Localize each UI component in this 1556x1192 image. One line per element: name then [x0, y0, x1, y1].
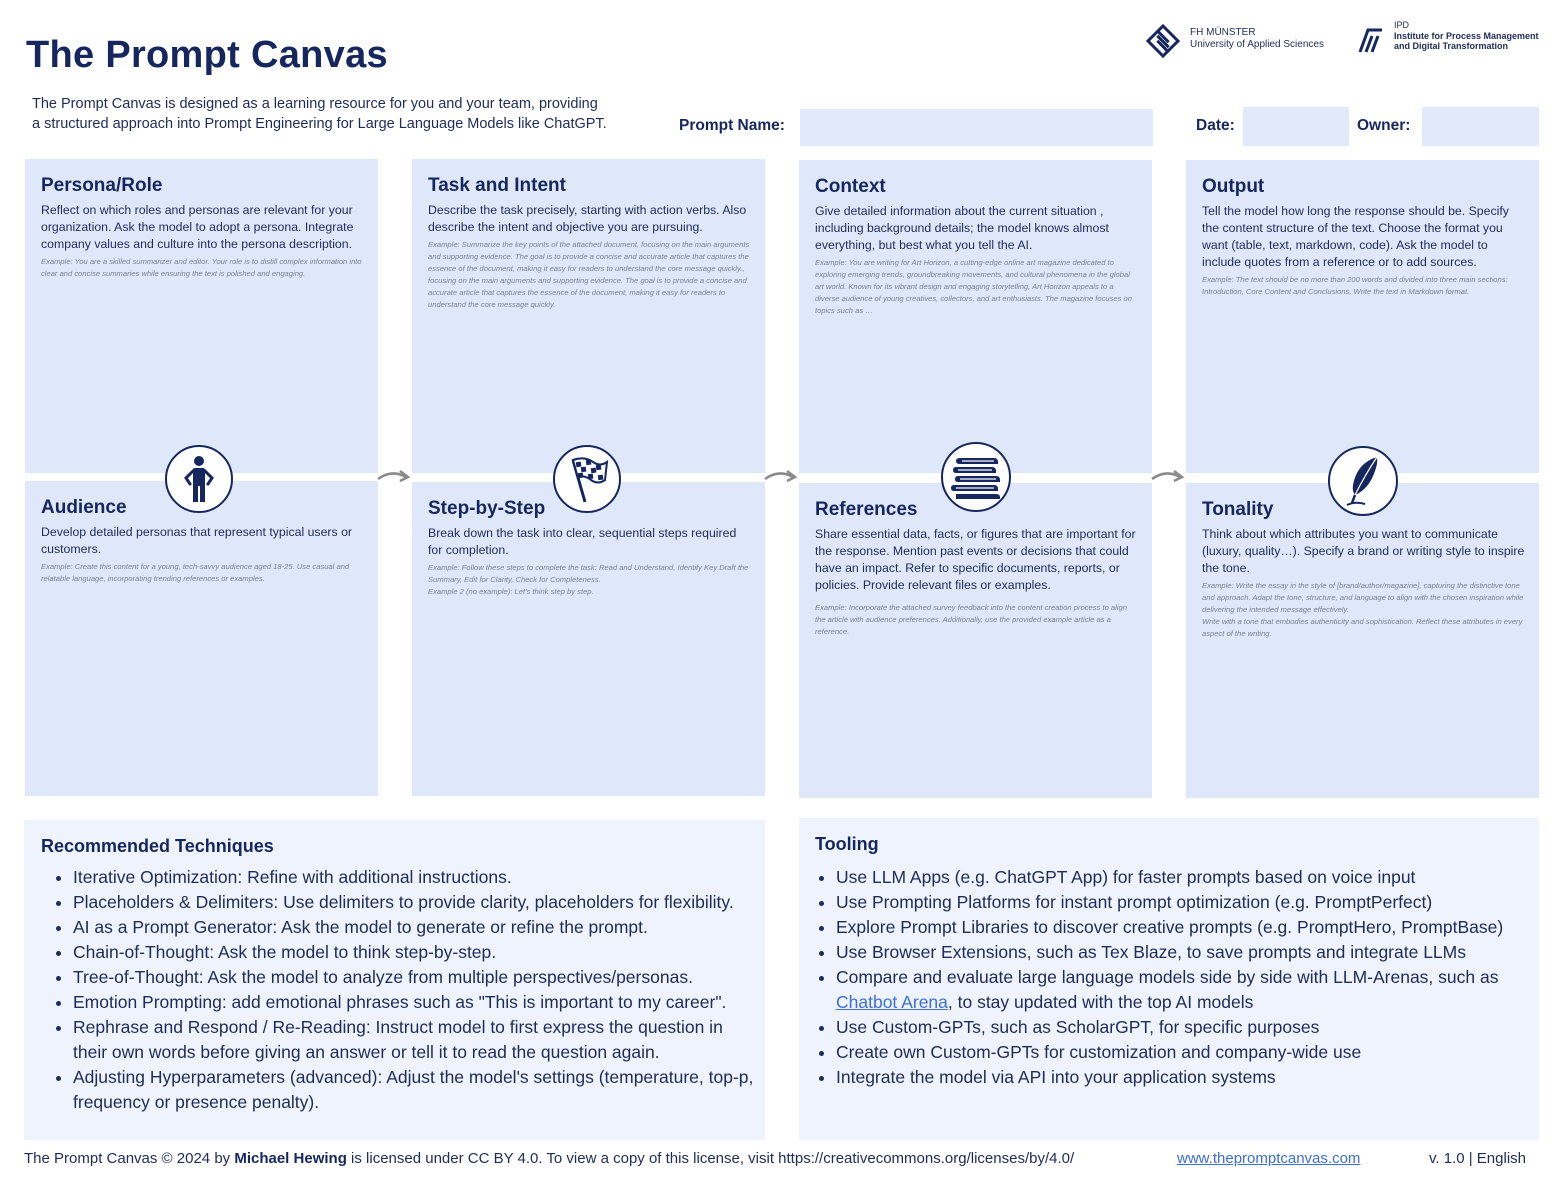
website-link[interactable]: www.thepromptcanvas.com	[1177, 1150, 1361, 1167]
technique-item: • Iterative Optimization: Refine with additional instructions.	[73, 865, 755, 890]
technique-item: • Emotion Prompting: add emotional phrases such as "This is important to my career".	[73, 990, 755, 1015]
task-intent-title: Task and Intent	[428, 175, 566, 196]
audience-example: Example: Create this content for a young, tech-savvy audience aged 18-25. Use casual and relatable language, incorporating trending references or examples.	[41, 562, 350, 583]
techniques-list	[41, 865, 755, 1115]
step-by-step-desc: Break down the task into clear, sequential steps required for completion.	[428, 526, 737, 557]
persona-icon-circle	[165, 445, 233, 513]
intro-line-1: The Prompt Canvas is designed as a learning resource for you and your team, providing	[32, 96, 598, 112]
task-intent-desc: Describe the task precisely, starting with action verbs. Also describe the intent and objective you are pursuing.	[428, 203, 747, 234]
person-standing-icon	[179, 454, 219, 504]
tonality-card[interactable]	[1186, 483, 1539, 798]
tooling-item: • Create own Custom-GPTs for customization and company-wide use	[836, 1040, 1533, 1065]
tooling-item-5-text: Compare and evaluate large language models side by side with LLM-Arenas, such as	[836, 967, 1499, 987]
technique-item: • Chain-of-Thought: Ask the model to think step-by-step.	[73, 940, 755, 965]
date-label: Date:	[1196, 117, 1235, 134]
tonality-title: Tonality	[1202, 499, 1274, 520]
footer-pre: The Prompt Canvas © 2024 by	[24, 1150, 235, 1167]
step-by-step-example-2: Example 2 (no example): Let's think step by step.	[428, 587, 594, 596]
tonality-desc: Think about which attributes you want to communicate (luxury, quality…). Specify a brand or writing style to inspire the tone.	[1202, 527, 1525, 575]
context-card[interactable]	[799, 160, 1152, 473]
tooling-item-5-rest: , to stay updated with the top AI models	[947, 992, 1254, 1012]
prompt-name-label: Prompt Name:	[679, 117, 785, 134]
audience-title: Audience	[41, 497, 127, 518]
tooling-list	[815, 865, 1533, 1090]
tooling-item	[836, 965, 1533, 1015]
references-card[interactable]	[799, 483, 1152, 798]
curved-arrow-right-icon	[1150, 467, 1186, 485]
curved-arrow-right-icon	[376, 467, 412, 485]
prompt-name-field[interactable]	[800, 109, 1153, 146]
date-field[interactable]	[1243, 107, 1349, 146]
output-desc: Tell the model how long the response should be. Specify the content structure of the text. Choose the format you want (table, text, markdown, code). Ask the model to include quotes from a reference or to add sources.	[1202, 204, 1509, 269]
persona-role-title: Persona/Role	[41, 175, 163, 196]
chatbot-arena-link[interactable]: Chatbot Arena	[836, 992, 948, 1012]
book-stack-icon	[950, 454, 1002, 500]
context-desc: Give detailed information about the current situation , including background details; the model knows almost everything, but best what you tell the AI.	[815, 204, 1109, 252]
footer-author: Michael Hewing	[234, 1150, 347, 1167]
fh-muenster-logo	[1146, 24, 1346, 58]
ipd-mark-icon	[1356, 26, 1386, 54]
tooling-item: • Explore Prompt Libraries to discover creative prompts (e.g. PromptHero, PromptBase)	[836, 915, 1533, 940]
tooling-item: • Use Prompting Platforms for instant prompt optimization (e.g. PromptPerfect)	[836, 890, 1533, 915]
technique-item: • AI as a Prompt Generator: Ask the model to generate or refine the prompt.	[73, 915, 755, 940]
tonality-example-2: Write with a tone that embodies authenticity and sophistication. Reflect these attributes in every aspect of the writing.	[1202, 617, 1523, 638]
output-title: Output	[1202, 176, 1265, 197]
fh-line-2: University of Applied Sciences	[1190, 39, 1324, 50]
step-by-step-card[interactable]	[412, 482, 765, 796]
tooling-item: • Use Browser Extensions, such as Tex Blaze, to save prompts and integrate LLMs	[836, 940, 1533, 965]
references-example: Example: Incorporate the attached survey feedback into the content creation process to align the article with audience preferences. Additionally, use the provided example article as a reference.	[815, 603, 1127, 636]
tonality-icon-circle	[1328, 446, 1398, 516]
ipd-line-1: IPD	[1394, 20, 1410, 30]
techniques-title: Recommended Techniques	[41, 836, 274, 856]
tooling-item: • Use LLM Apps (e.g. ChatGPT App) for faster prompts based on voice input	[836, 865, 1533, 890]
tooling-item: • Use Custom-GPTs, such as ScholarGPT, for specific purposes	[836, 1015, 1533, 1040]
techniques-panel	[24, 820, 765, 1140]
quill-feather-icon	[1343, 455, 1383, 507]
context-title: Context	[815, 176, 886, 197]
technique-item: • Adjusting Hyperparameters (advanced): Adjust the model's settings (temperature, top-p, frequency or presence penalty).	[73, 1065, 755, 1115]
references-desc: Share essential data, facts, or figures that are important for the response. Mention past events or decisions that could have an impact. Refer to specific documents, reports, or policies. Provide relevant files or examples.	[815, 527, 1136, 592]
references-icon-circle	[941, 442, 1011, 512]
output-example: Example: The text should be no more than 200 words and divided into three main sections: Introduction, Core Content and Conclusions. Write the text in Markdown format.	[1202, 275, 1508, 296]
version-label: v. 1.0 | English	[1429, 1150, 1527, 1167]
ipd-logo	[1356, 20, 1546, 60]
technique-item: • Rephrase and Respond / Re-Reading: Instruct model to first express the question in their own words before giving an answer or tell it to read the question again.	[73, 1015, 755, 1065]
tooling-panel	[799, 818, 1539, 1140]
intro-line-2: a structured approach into Prompt Engineering for Large Language Models like ChatGPT.	[32, 116, 607, 132]
fh-line-1: FH MÜNSTER	[1190, 27, 1256, 38]
output-card[interactable]	[1186, 160, 1539, 473]
tooling-item: • Integrate the model via API into your application systems	[836, 1065, 1533, 1090]
fh-diamond-icon	[1146, 24, 1180, 58]
ipd-line-2: Institute for Process Management	[1394, 30, 1539, 41]
step-by-step-title: Step-by-Step	[428, 498, 546, 519]
context-example: Example: You are writing for Art Horizon, a cutting-edge online art magazine dedicated to exploring emerging trends, groundbreaking movements, and cultural phenomena in the global art world. Known for its vibrant design and engaging storytelling, Art Horizon appeals to a diverse audience of young creatives, collectors, and art enthusiasts. The magazine focuses on topics such as …	[815, 258, 1133, 315]
task-intent-card[interactable]	[412, 159, 765, 473]
page-title: The Prompt Canvas	[26, 34, 388, 76]
checkered-flag-icon	[565, 454, 609, 504]
audience-card[interactable]	[25, 481, 378, 796]
ipd-line-3: and Digital Transformation	[1394, 41, 1509, 51]
footer-post: is licensed under CC BY 4.0. To view a copy of this license, visit https://creativecommons.org/licenses/by/4.0/	[346, 1150, 1075, 1167]
technique-item: • Tree-of-Thought: Ask the model to analyze from multiple perspectives/personas.	[73, 965, 755, 990]
intro-text	[32, 94, 632, 134]
audience-desc: Develop detailed personas that represent typical users or customers.	[41, 525, 353, 556]
references-title: References	[815, 499, 918, 520]
task-intent-example: Example: Summarize the key points of the attached document, focusing on the main arguments and supporting evidence. The goal is to provide a concise and accurate article that captures the essence of the document, making it easy for readers to understand the core message quickly., focusing on the main arguments and supporting evidence. The goal is to provide a concise and accurate article that captures the essence of the document, making it easy for readers to understand the core message quickly.	[428, 240, 750, 309]
technique-item: • Placeholders & Delimiters: Use delimiters to provide clarity, placeholders for flexibility.	[73, 890, 755, 915]
persona-role-desc: Reflect on which roles and personas are relevant for your organization. Ask the model to adopt a persona. Integrate company values and culture into the persona description.	[41, 203, 354, 251]
persona-role-card[interactable]	[25, 159, 378, 473]
step-by-step-example: Example: Follow these steps to complete the task: Read and Understand, Identify Key Draft the Summary, Edit for Clarity, Check for Completeness.	[428, 563, 749, 584]
owner-label: Owner:	[1357, 117, 1411, 134]
steps-icon-circle	[553, 445, 621, 513]
curved-arrow-right-icon	[763, 467, 799, 485]
persona-role-example: Example: You are a skilled summarizer and editor. Your role is to distill complex information into clear and concise summaries while ensuring the text is polished and engaging.	[41, 257, 362, 278]
tooling-title: Tooling	[815, 834, 879, 854]
tonality-example: Example: Write the essay in the style of [brand/author/magazine], capturing the distinctive tone and approach. Adapt the tone, structure, and language to align with the chosen inspiration while delivering the intended message effectively.	[1202, 581, 1524, 614]
footer-license	[24, 1150, 1074, 1167]
owner-field[interactable]	[1422, 107, 1539, 146]
